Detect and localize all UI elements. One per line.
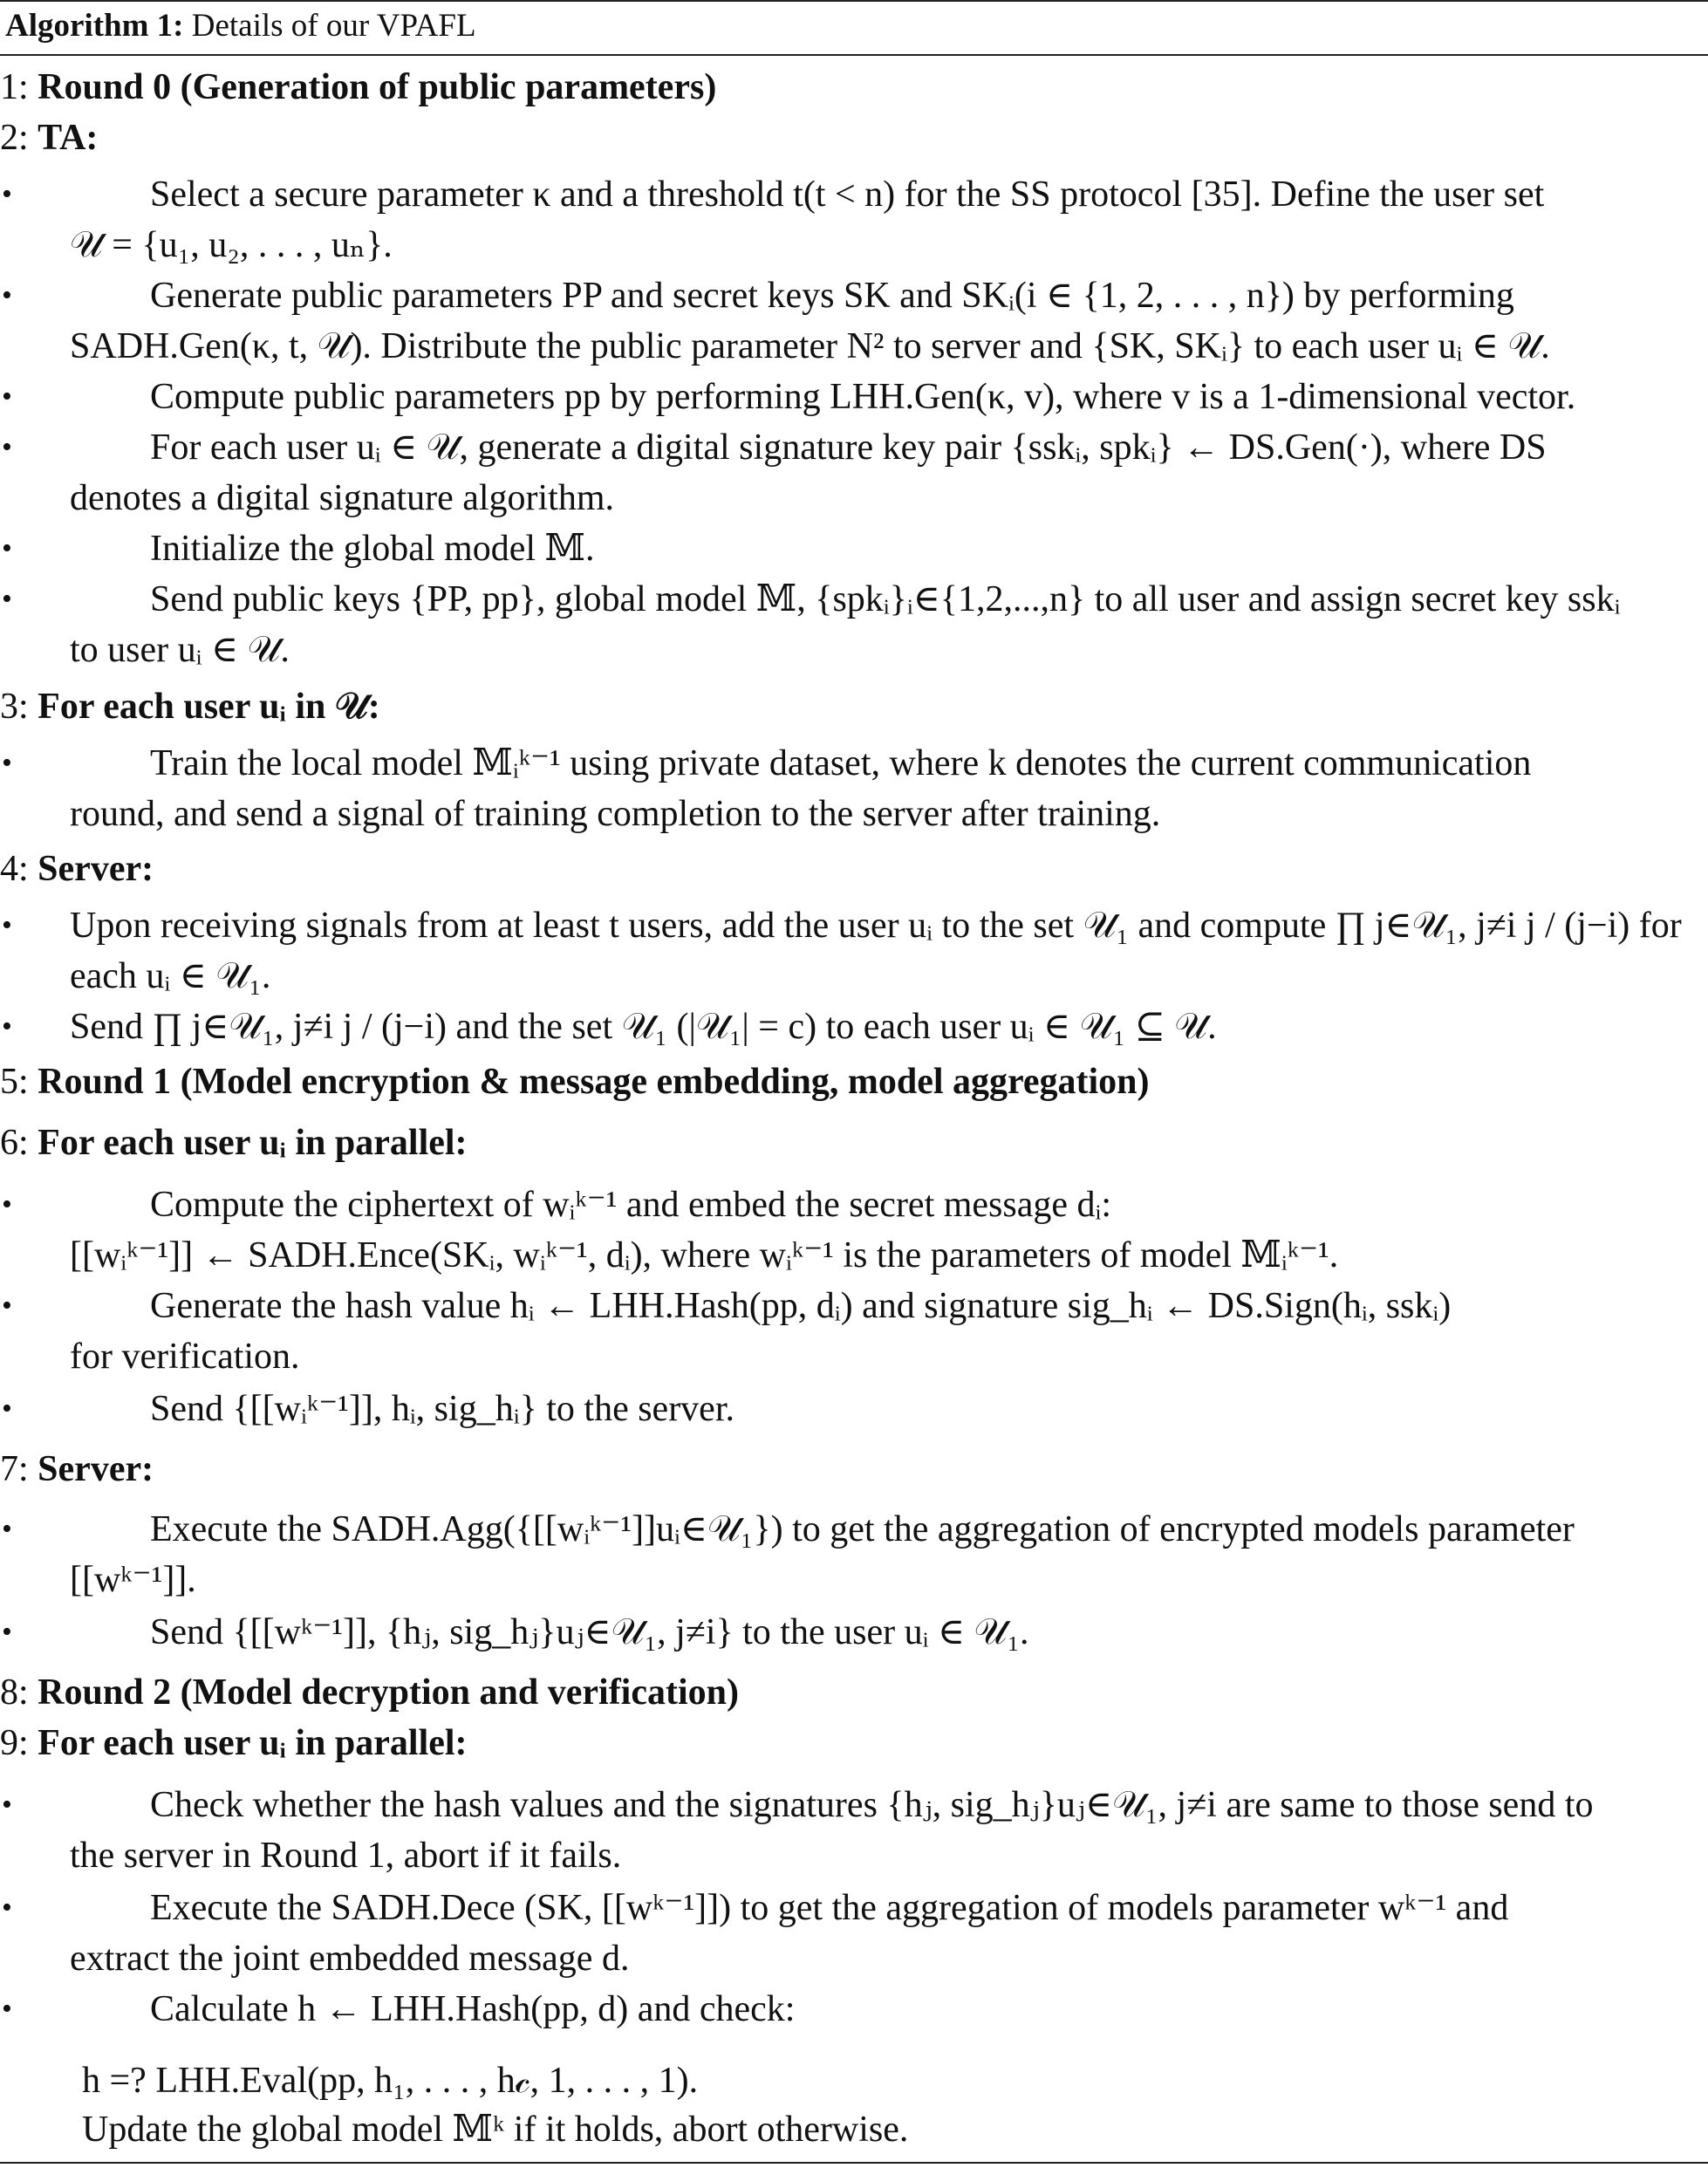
bullet-icon: • [2,532,12,564]
list-item: • Execute the SADH.Agg({[[wᵢᵏ⁻¹]]uᵢ∈𝒰₁}) to get the aggregation of encrypted models parameter [[wᵏ⁻¹]]. [0,1504,1701,1605]
list-item: • Compute the ciphertext of wᵢᵏ⁻¹ and embed the secret message dᵢ: [[wᵢᵏ⁻¹]] ← SADH.Ence(SKᵢ, wᵢᵏ⁻¹, dᵢ), where wᵢᵏ⁻¹ is the parameters of model 𝕄ᵢᵏ⁻¹. [0,1180,1701,1281]
list-item: • Check whether the hash values and the signatures {hⱼ, sig_hⱼ}uⱼ∈𝒰₁, j≠i are same to those send to the server in Round 1, abort if it fails. [0,1780,1701,1881]
step-5: 5: Round 1 (Model encryption & message embedding, model aggregation) [0,1062,1150,1102]
list-item: • Generate public parameters PP and secret keys SK and SKᵢ(i ∈ {1, 2, . . . , n}) by performing SADH.Gen(κ, t, 𝒰). Distribute the public parameter N² to server and {SK, SKᵢ} to each user uᵢ ∈ 𝒰. [0,270,1701,372]
list-item: • Send public keys {PP, pp}, global model 𝕄, {spkᵢ}ᵢ∈{1,2,...,n} to all user and assign secret key sskᵢ to user uᵢ ∈ 𝒰. [0,574,1701,675]
list-item: • Calculate h ← LHH.Hash(pp, d) and check: [0,1984,1701,2035]
bullet-icon: • [2,909,12,941]
step-1-text: Round 0 (Generation of public parameters) [38,67,717,107]
list-item: • Execute the SADH.Dece (SK, [[wᵏ⁻¹]]) to get the aggregation of models parameter wᵏ⁻¹ and extract the joint embedded message d. [0,1883,1701,1984]
bullet-icon: • [2,747,12,779]
list-item: • Send {[[wᵢᵏ⁻¹]], hᵢ, sig_hᵢ} to the server. [0,1384,1701,1434]
list-item: • For each user uᵢ ∈ 𝒰, generate a digital signature key pair {sskᵢ, spkᵢ} ← DS.Gen(·), where DS denotes a digital signature algorithm. [0,422,1701,523]
bullet-icon: • [2,1188,12,1221]
step-2: 2: TA: [0,118,99,158]
step-7: 7: Server: [0,1449,154,1489]
bullet-icon: • [2,583,12,615]
list-item: • Initialize the global model 𝕄. [0,523,1701,574]
step-4-text: Server: [38,849,154,889]
list-item: • Generate the hash value hᵢ ← LHH.Hash(pp, dᵢ) and signature sig_hᵢ ← DS.Sign(hᵢ, sskᵢ) for verification. [0,1281,1701,1382]
bullet-icon: • [2,279,12,311]
list-item: • Select a secure parameter κ and a threshold t(t < n) for the SS protocol [35]. Define the user set 𝒰 = {u₁, u₂, . . . , uₙ}. [0,169,1701,270]
update-model-text: Update the global model 𝕄ᵏ if it holds, abort otherwise. [82,2110,909,2150]
list-item: • Compute public parameters pp by performing LHH.Gen(κ, v), where v is a 1-dimensional vector. [0,372,1701,422]
list-item: • Send {[[wᵏ⁻¹]], {hⱼ, sig_hⱼ}uⱼ∈𝒰₁, j≠i} to the user uᵢ ∈ 𝒰₁. [0,1607,1701,1658]
title-rule [0,54,1708,56]
algorithm-label: Algorithm 1: [5,8,184,44]
bullet-icon: • [2,1891,12,1924]
bullet-icon: • [2,178,12,210]
step-8-text: Round 2 (Model decryption and verification) [38,1672,739,1713]
bullet-icon: • [2,1788,12,1821]
bullet-icon: • [2,1616,12,1648]
bullet-icon: • [2,1392,12,1425]
bullet-icon: • [2,1010,12,1043]
step-1: 1: Round 0 (Generation of public parameters) [0,67,717,107]
step-9: 9: For each user uᵢ in parallel: [0,1723,468,1763]
step-9-text: For each user uᵢ in parallel: [38,1723,468,1763]
list-item: • Send ∏ j∈𝒰₁, j≠i j / (j−i) and the set 𝒰₁ (|𝒰₁| = c) to each user uᵢ ∈ 𝒰₁ ⊆ 𝒰. [0,1002,1701,1052]
algorithm-title [5,2,476,51]
step-5-text: Round 1 (Model encryption & message embedding, model aggregation) [38,1062,1150,1102]
step-2-text: TA: [38,118,99,158]
step-6-text: For each user uᵢ in parallel: [38,1123,468,1163]
step-7-text: Server: [38,1449,154,1489]
bullet-icon: • [2,1993,12,2025]
list-item: • Train the local model 𝕄ᵢᵏ⁻¹ using private dataset, where k denotes the current communication round, and send a signal of training completion to the server after training. [0,738,1701,839]
bullet-icon: • [2,1289,12,1322]
verification-equation: h =? LHH.Eval(pp, h₁, . . . , h𝒸, 1, . . . , 1). [82,2061,699,2101]
step-3-text: For each user uᵢ in 𝒰: [38,687,380,727]
step-4: 4: Server: [0,849,154,889]
list-item: • Upon receiving signals from at least t users, add the user uᵢ to the set 𝒰₁ and compute ∏ j∈𝒰₁, j≠i j / (j−i) for each uᵢ ∈ 𝒰₁. [0,900,1701,1002]
bullet-icon: • [2,431,12,463]
bullet-icon: • [2,1513,12,1545]
step-3: 3: For each user uᵢ in 𝒰: [0,687,380,727]
algorithm-caption: Details of our VPAFL [191,8,476,44]
bullet-icon: • [2,380,12,413]
step-6: 6: For each user uᵢ in parallel: [0,1123,468,1163]
step-8: 8: Round 2 (Model decryption and verification) [0,1672,739,1713]
bottom-rule [0,2162,1708,2164]
